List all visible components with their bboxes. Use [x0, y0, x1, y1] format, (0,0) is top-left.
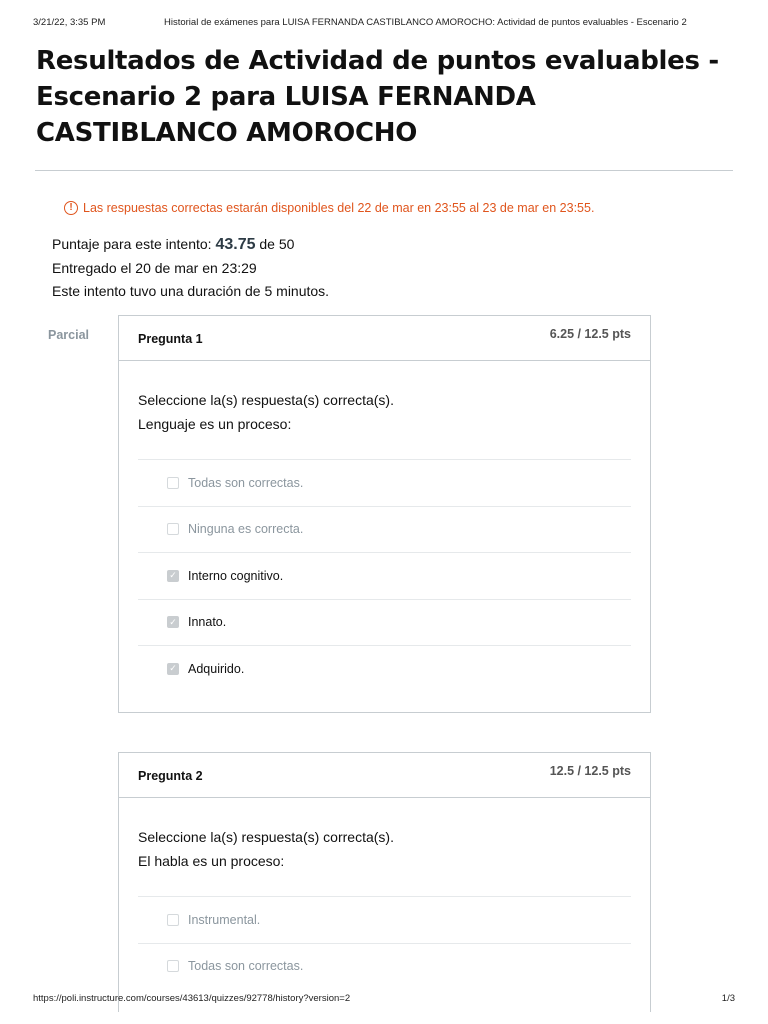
checkbox-empty-icon: [167, 914, 179, 926]
checkbox-empty-icon: [167, 523, 179, 535]
answer-option-selected: [138, 599, 631, 646]
checkbox-empty-icon: [167, 960, 179, 972]
answer-text: Interno cognitivo.: [188, 568, 284, 583]
answer-text: Innato.: [188, 615, 227, 630]
page-title: Resultados de Actividad de puntos evaluables - Escenario 2 para LUISA FERNANDA CASTIBLANCO AMOROCHO: [36, 46, 719, 148]
question-instruction: Seleccione la(s) respuesta(s) correcta(s).: [138, 829, 394, 845]
answer-option-selected: [138, 645, 631, 692]
answer-option: [138, 896, 631, 943]
question-name: Pregunta 1: [138, 332, 203, 346]
question-text: [138, 361, 631, 459]
answer-option: [138, 459, 631, 506]
question-header: [119, 753, 650, 798]
question-points: 12.5 / 12.5 pts: [549, 764, 631, 778]
answer-text: Ninguna es correcta.: [188, 522, 304, 537]
question-body: [119, 361, 650, 692]
exclamation-circle-icon: !: [64, 201, 78, 215]
score-prefix: Puntaje para este intento:: [52, 236, 216, 252]
checkbox-checked-icon: ✓: [167, 663, 179, 675]
print-date: 3/21/22, 3:35 PM: [33, 17, 106, 28]
question-1-status: Parcial: [48, 328, 90, 342]
title-divider: [35, 170, 733, 171]
answers-availability-notice: [64, 201, 594, 215]
score-suffix: de 50: [255, 236, 295, 252]
checkbox-checked-icon: ✓: [167, 616, 179, 628]
answer-option-selected: [138, 552, 631, 599]
question-points: 6.25 / 12.5 pts: [549, 327, 631, 341]
answer-text: Adquirido.: [188, 661, 245, 676]
checkbox-empty-icon: [167, 477, 179, 489]
question-name: Pregunta 2: [138, 769, 203, 783]
answer-text: Todas son correctas.: [188, 959, 304, 974]
question-prompt: Lenguaje es un proceso:: [138, 416, 292, 432]
score-value: 43.75: [215, 236, 256, 253]
question-prompt: El habla es un proceso:: [138, 853, 285, 869]
attempt-summary: [52, 233, 329, 304]
notice-text: Las respuestas correctas estarán disponibles del 22 de mar en 23:55 al 23 de mar en 23:55.: [83, 201, 595, 215]
question-1: [118, 315, 651, 713]
question-instruction: Seleccione la(s) respuesta(s) correcta(s).: [138, 392, 394, 408]
question-header: [119, 316, 650, 361]
answer-text: Instrumental.: [188, 912, 261, 927]
question-body: [119, 798, 650, 989]
submitted-line: Entregado el 20 de mar en 23:29: [52, 259, 257, 276]
print-page-number: 1/3: [721, 993, 735, 1004]
duration-line: Este intento tuvo una duración de 5 minutos.: [52, 283, 330, 299]
question-text: [138, 798, 631, 896]
answer-text: Todas son correctas.: [188, 475, 304, 490]
answer-option: [138, 943, 631, 990]
score-line: [52, 233, 329, 257]
print-url: https://poli.instructure.com/courses/43613/quizzes/92778/history?version=2: [33, 993, 351, 1004]
answer-option: [138, 506, 631, 553]
checkbox-checked-icon: ✓: [167, 570, 179, 582]
print-document-title: Historial de exámenes para LUISA FERNANDA CASTIBLANCO AMOROCHO: Actividad de puntos evaluables - Escenario 2: [164, 17, 687, 28]
question-2: [118, 752, 651, 1012]
